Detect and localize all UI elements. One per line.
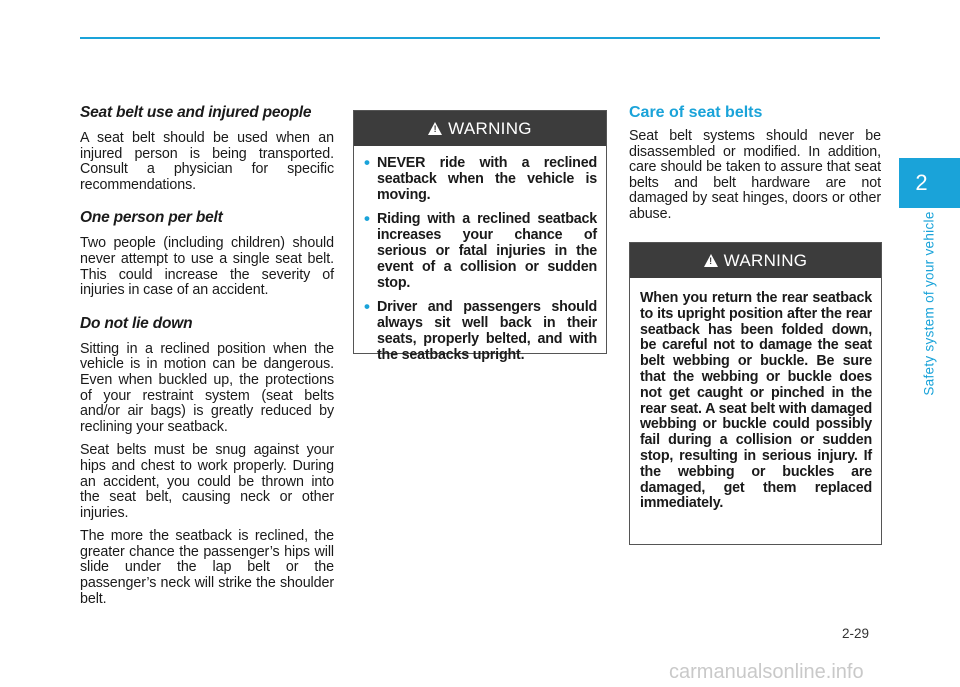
warning-body bbox=[630, 278, 881, 512]
section-heading: Seat belt use and injured people bbox=[80, 104, 312, 121]
chapter-title-vertical bbox=[917, 208, 941, 408]
paragraph: Sitting in a reclined position when the vehicle is in motion can be dangerous. Even when buckled up, the protections of your restraint system (seat belts and/or air bags) is greatly reduced by reclining your seatback. bbox=[80, 340, 334, 435]
paragraph: A seat belt should be used when an injured person is being transported. Consult a physician for specific recommendations. bbox=[80, 130, 334, 193]
warning-header bbox=[630, 243, 881, 278]
warning-list bbox=[364, 156, 597, 364]
warning-box-reclined-seat bbox=[353, 110, 607, 363]
care-heading: Care of seat belts bbox=[629, 104, 763, 121]
paragraph: Two people (including children) should never attempt to use a single seat belt. This could increase the severity of injuries in case of an accident. bbox=[80, 235, 334, 299]
warning-title: WARNING bbox=[723, 250, 808, 270]
top-rule bbox=[80, 37, 880, 39]
section-injured-people bbox=[80, 104, 334, 193]
page-number: 2-29 bbox=[842, 626, 870, 641]
chapter-tab bbox=[899, 158, 960, 208]
paragraph: Seat belt systems should never be disassembled or modified. In addition, care should be taken to assure that seat belts and belt hardware are not damaged by seat hinges, doors or other abuse. bbox=[629, 128, 881, 222]
warning-list-item: • NEVER ride with a reclined seatback when the vehicle is moving. bbox=[364, 156, 597, 203]
section-do-not-lie-down bbox=[80, 315, 334, 608]
chapter-title: Safety system of your vehicle bbox=[921, 211, 937, 396]
warning-triangle-icon: ! bbox=[704, 254, 718, 267]
section-one-person-per-belt bbox=[80, 209, 334, 298]
warning-box-rear-seatback bbox=[629, 242, 882, 545]
warning-list-item: • Driver and passengers should always sit well back in their seats, properly belted, and with the seatbacks upright. bbox=[364, 300, 597, 363]
section-heading: One person per belt bbox=[80, 209, 223, 227]
left-column bbox=[80, 104, 334, 615]
section-heading: Do not lie down bbox=[80, 314, 193, 332]
watermark: carmanualsonline.info bbox=[669, 661, 864, 683]
warning-body bbox=[354, 146, 606, 364]
paragraph: The more the seatback is reclined, the greater chance the passenger’s hips will slide under the lap belt or the passenger’s neck will strike the shoulder belt. bbox=[80, 528, 334, 607]
warning-text: When you return the rear seatback to its upright position after the rear seatback has been folded down, be careful not to damage the seat belt webbing or buckle. Be sure that the webbing or buckle does not get caught or pinched in the rear seat. A seat belt with damaged webbing or buckle could possibly fail during a collision or sudden stop, resulting in serious injury. If the webbing or buckles are damaged, get them replaced immediately. bbox=[640, 290, 872, 512]
warning-header bbox=[354, 111, 606, 146]
paragraph: Seat belts must be snug against your hips and chest to work properly. During an accident, you could be thrown into the seat belt, causing neck or other injuries. bbox=[80, 442, 334, 521]
chapter-number: 2 bbox=[915, 170, 928, 195]
warning-list-item: • Riding with a reclined seatback increases your chance of serious or fatal injuries in the event of a collision or sudden stop. bbox=[364, 212, 597, 291]
right-column bbox=[629, 104, 881, 231]
warning-title: WARNING bbox=[448, 118, 532, 138]
warning-triangle-icon: ! bbox=[428, 122, 442, 135]
